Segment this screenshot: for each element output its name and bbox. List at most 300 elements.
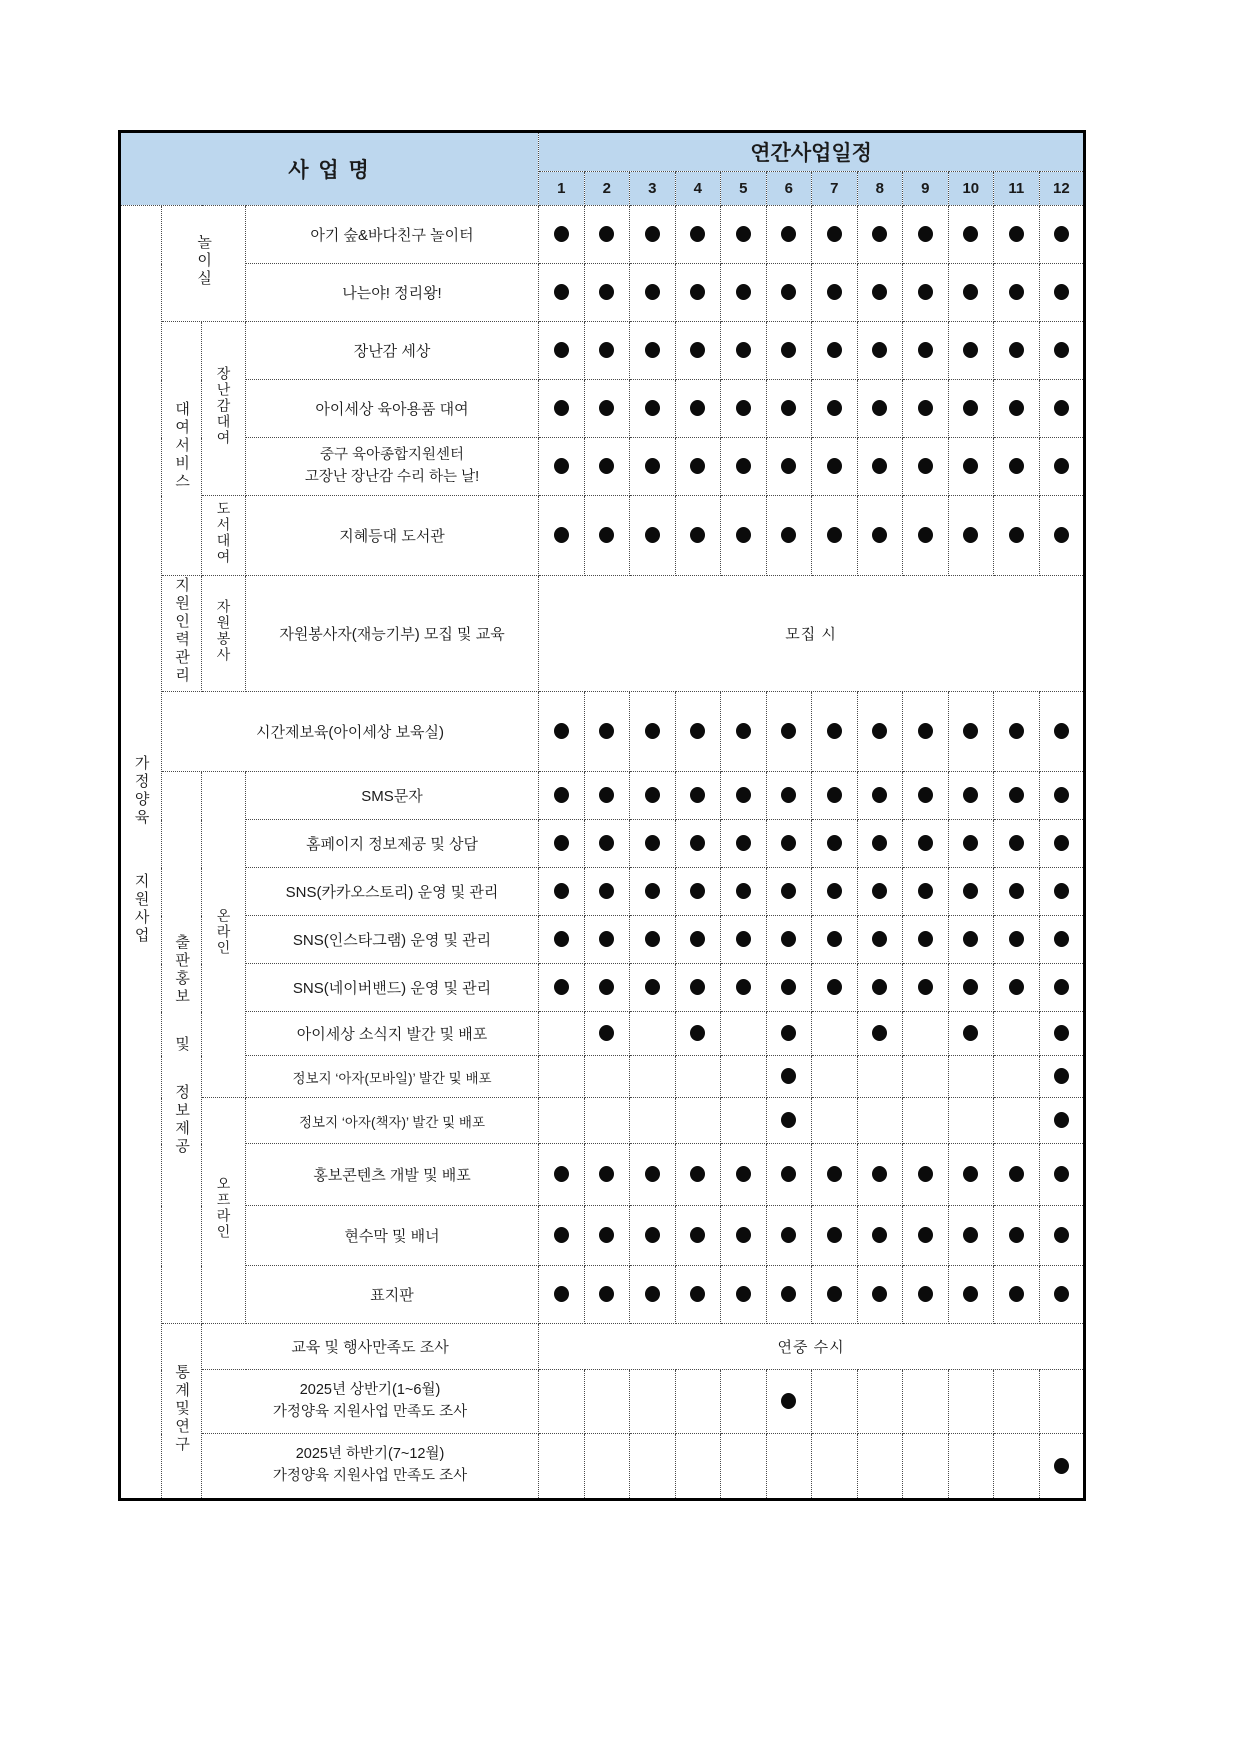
month-cell [948,1056,994,1098]
schedule-dot [1054,527,1069,543]
category-label-text: 가정양육 지원사업 [132,754,150,945]
section-label [162,322,202,576]
program-name: 홍보콘텐츠 개발 및 배포 [246,1144,539,1206]
schedule-dot [736,723,751,739]
schedule-dot [645,342,660,358]
month-cell [630,438,676,496]
month-header-7: 7 [812,172,858,206]
schedule-dot [872,1025,887,1041]
section-label [162,772,202,1324]
table-row [120,916,1085,964]
schedule-dot [963,787,978,803]
month-cell [857,964,903,1012]
month-cell [994,916,1040,964]
schedule-dot [872,226,887,242]
month-cell [766,1056,812,1098]
program-name: 나는야! 정리왕! [246,264,539,322]
month-cell [630,1098,676,1144]
month-cell [721,692,767,772]
month-cell [948,1144,994,1206]
month-cell [812,1012,858,1056]
month-cell [857,772,903,820]
month-cell [948,1098,994,1144]
month-header-5: 5 [721,172,767,206]
month-cell [721,1206,767,1266]
table-row [120,1098,1085,1144]
month-cell [630,1144,676,1206]
month-cell [766,692,812,772]
month-cell [994,380,1040,438]
month-cell [630,868,676,916]
table-row [120,1206,1085,1266]
schedule-dot [781,400,796,416]
schedule-dot [1009,226,1024,242]
month-cell [948,964,994,1012]
month-cell [994,1266,1040,1324]
schedule-dot [918,979,933,995]
schedule-dot [599,284,614,300]
schedule-dot [781,1286,796,1302]
program-name: 정보지 ‘아자(책자)’ 발간 및 배포 [246,1098,539,1144]
month-cell [584,772,630,820]
month-cell [1039,206,1085,264]
month-cell [903,772,949,820]
month-cell [675,692,721,772]
month-header-2: 2 [584,172,630,206]
table-row [120,1324,1085,1370]
subsection-label-text: 장난감대여 [215,366,232,446]
month-cell [630,1434,676,1500]
table-row [120,692,1085,772]
month-cell [675,1434,721,1500]
schedule-dot [736,979,751,995]
program-name-header: 사 업 명 [120,132,539,206]
schedule-dot [690,527,705,543]
schedule-dot [599,835,614,851]
month-cell [948,206,994,264]
month-cell [766,916,812,964]
month-cell [766,264,812,322]
month-cell [948,820,994,868]
month-cell [539,964,585,1012]
month-cell [857,1206,903,1266]
month-cell [584,264,630,322]
schedule-dot [872,1166,887,1182]
schedule-dot [872,723,887,739]
section-label-text: 놀이실 [195,234,213,288]
month-cell [812,438,858,496]
schedule-dot [645,527,660,543]
schedule-dot [781,226,796,242]
month-cell [903,496,949,576]
schedule-dot [690,787,705,803]
schedule-dot [1054,883,1069,899]
schedule-dot [827,1166,842,1182]
program-name: 자원봉사자(재능기부) 모집 및 교육 [246,576,539,692]
schedule-dot [827,1286,842,1302]
schedule-dot [781,1112,796,1128]
schedule-dot [736,835,751,851]
month-header-12: 12 [1039,172,1085,206]
section-label-text: 출판홍보 및 정보제공 [173,934,191,1156]
month-cell [1039,692,1085,772]
table-row [120,264,1085,322]
program-name: 아이세상 소식지 발간 및 배포 [246,1012,539,1056]
schedule-dot [1054,931,1069,947]
month-cell [630,1012,676,1056]
month-cell [630,264,676,322]
schedule-dot [736,787,751,803]
subsection-label [202,322,246,496]
month-cell [812,380,858,438]
month-cell [721,496,767,576]
month-cell [675,1012,721,1056]
month-cell [1039,1144,1085,1206]
schedule-dot [918,931,933,947]
month-cell [1039,1266,1085,1324]
month-cell [539,916,585,964]
schedule-dot [872,527,887,543]
schedule-dot [645,979,660,995]
month-cell [948,1206,994,1266]
schedule-dot [918,883,933,899]
schedule-dot [827,284,842,300]
schedule-dot [872,883,887,899]
month-cell [766,868,812,916]
schedule-dot [1054,1458,1069,1474]
month-cell [766,1098,812,1144]
month-cell [675,868,721,916]
month-cell [994,1144,1040,1206]
month-cell [630,964,676,1012]
program-name: SNS(인스타그램) 운영 및 관리 [246,916,539,964]
schedule-dot [827,342,842,358]
schedule-dot [645,787,660,803]
schedule-dot [1009,527,1024,543]
schedule-dot [599,787,614,803]
schedule-dot [827,979,842,995]
schedule-dot [690,458,705,474]
schedule-dot [554,1286,569,1302]
month-cell [994,206,1040,264]
month-cell [675,916,721,964]
month-cell [721,438,767,496]
month-cell [903,964,949,1012]
month-cell [675,496,721,576]
schedule-dot [599,1286,614,1302]
schedule-dot [963,226,978,242]
schedule-dot [918,787,933,803]
month-cell [584,1056,630,1098]
schedule-dot [554,458,569,474]
month-cell [857,1434,903,1500]
schedule-dot [781,931,796,947]
table-row [120,1434,1085,1500]
table-row [120,1370,1085,1434]
month-cell [903,1434,949,1500]
month-cell [994,1206,1040,1266]
month-cell [539,438,585,496]
table-row [120,1266,1085,1324]
month-cell [1039,1098,1085,1144]
month-cell [539,496,585,576]
month-cell [948,380,994,438]
schedule-dot [963,835,978,851]
month-cell [630,380,676,438]
month-cell [584,380,630,438]
month-cell [903,1266,949,1324]
schedule-dot [918,723,933,739]
month-cell [857,692,903,772]
subsection-label [202,576,246,692]
month-cell [675,772,721,820]
month-cell [766,322,812,380]
schedule-dot [781,1227,796,1243]
schedule-dot [872,931,887,947]
month-cell [584,438,630,496]
schedule-dot [554,342,569,358]
schedule-dot [645,284,660,300]
month-cell [721,1266,767,1324]
month-cell [994,964,1040,1012]
month-cell [539,692,585,772]
schedule-dot [599,723,614,739]
month-cell [1039,964,1085,1012]
schedule-dot [872,1286,887,1302]
month-cell [1039,772,1085,820]
schedule-dot [1009,1166,1024,1182]
schedule-dot [1054,1286,1069,1302]
month-cell [948,1012,994,1056]
month-cell [903,1370,949,1434]
schedule-dot [1054,400,1069,416]
schedule-dot [1054,723,1069,739]
schedule-dot [963,342,978,358]
schedule-dot [645,835,660,851]
schedule-dot [690,835,705,851]
month-cell [903,438,949,496]
program-name [202,1434,539,1500]
month-cell [539,264,585,322]
schedule-dot [645,458,660,474]
schedule-dot [872,979,887,995]
schedule-dot [872,835,887,851]
month-cell [903,206,949,264]
month-cell [766,1012,812,1056]
month-cell [675,438,721,496]
schedule-dot [1054,1227,1069,1243]
schedule-dot [599,883,614,899]
month-cell [903,1144,949,1206]
month-cell [994,1098,1040,1144]
program-name [246,438,539,496]
schedule-dot [872,1227,887,1243]
month-cell [994,496,1040,576]
month-cell [812,1206,858,1266]
month-cell [630,692,676,772]
month-cell [539,1370,585,1434]
program-name-line: 2025년 상반기(1~6월) [299,1381,441,1398]
month-cell [1039,916,1085,964]
month-cell [539,1098,585,1144]
schedule-dot [1009,883,1024,899]
schedule-dot [918,284,933,300]
schedule-dot [963,400,978,416]
month-cell [857,820,903,868]
schedule-dot [963,883,978,899]
month-cell [675,380,721,438]
month-cell [721,1370,767,1434]
month-cell [994,264,1040,322]
schedule-table-body [120,206,1085,1500]
month-cell [948,496,994,576]
schedule-dot [963,1025,978,1041]
section-label-text: 대여서비스 [173,401,191,491]
schedule-dot [963,458,978,474]
schedule-dot [1009,979,1024,995]
month-cell [721,1056,767,1098]
schedule-dot [872,400,887,416]
schedule-dot [736,1286,751,1302]
schedule-dot [781,1025,796,1041]
program-name: 교육 및 행사만족도 조사 [202,1324,539,1370]
month-cell [721,1434,767,1500]
schedule-dot [736,342,751,358]
month-cell [675,1144,721,1206]
month-cell [857,916,903,964]
program-name-line: 가정양육 지원사업 만족도 조사 [272,1468,468,1484]
schedule-dot [781,723,796,739]
month-cell [766,438,812,496]
schedule-dot [690,1166,705,1182]
month-cell [857,206,903,264]
schedule-dot [1009,1286,1024,1302]
month-cell [766,206,812,264]
month-cell [584,1012,630,1056]
schedule-dot [599,342,614,358]
month-cell [630,1266,676,1324]
table-row [120,772,1085,820]
month-cell [675,206,721,264]
month-cell [1039,264,1085,322]
month-cell [857,1370,903,1434]
schedule-dot [827,527,842,543]
program-name [202,1370,539,1434]
table-row [120,380,1085,438]
month-cell [675,1370,721,1434]
program-name: SNS(네이버밴드) 운영 및 관리 [246,964,539,1012]
month-cell [1039,1056,1085,1098]
month-cell [539,1266,585,1324]
schedule-dot [690,723,705,739]
month-cell [584,496,630,576]
month-cell [539,772,585,820]
month-cell [721,916,767,964]
schedule-dot [599,527,614,543]
schedule-dot [1054,787,1069,803]
schedule-dot [645,883,660,899]
month-cell [994,868,1040,916]
program-name-line: 가정양육 지원사업 만족도 조사 [272,1403,468,1420]
month-cell [1039,496,1085,576]
month-cell [675,264,721,322]
schedule-dot [827,723,842,739]
schedule-dot [872,458,887,474]
schedule-dot [599,458,614,474]
month-cell [903,1098,949,1144]
schedule-dot [554,226,569,242]
month-cell [721,206,767,264]
schedule-dot [645,400,660,416]
month-cell [948,322,994,380]
month-cell [812,1266,858,1324]
month-header-10: 10 [948,172,994,206]
month-cell [584,1206,630,1266]
table-row [120,496,1085,576]
schedule-dot [781,979,796,995]
program-name: SNS(카카오스토리) 운영 및 관리 [246,868,539,916]
schedule-dot [645,1227,660,1243]
table-row [120,1012,1085,1056]
month-header-1: 1 [539,172,585,206]
table-row [120,438,1085,496]
schedule-dot [963,1227,978,1243]
schedule-dot [918,458,933,474]
schedule-dot [599,931,614,947]
schedule-dot [645,226,660,242]
month-cell [994,1370,1040,1434]
month-cell [675,964,721,1012]
month-cell [721,868,767,916]
schedule-dot [827,787,842,803]
month-cell [584,1370,630,1434]
month-cell [630,322,676,380]
schedule-dot [781,1166,796,1182]
schedule-dot [690,883,705,899]
month-cell [539,380,585,438]
program-name-line: 고장난 장난감 수리 하는 날! [304,468,480,485]
month-cell [948,1370,994,1434]
month-cell [584,820,630,868]
month-cell [948,1434,994,1500]
schedule-dot [963,979,978,995]
month-cell [766,1434,812,1500]
schedule-dot [1009,723,1024,739]
month-cell [812,1144,858,1206]
schedule-dot [554,527,569,543]
schedule-dot [827,1227,842,1243]
month-cell [766,1206,812,1266]
schedule-dot [599,400,614,416]
schedule-dot [1054,1068,1069,1084]
schedule-dot [781,787,796,803]
schedule-dot [599,226,614,242]
schedule-dot [599,979,614,995]
schedule-dot [599,1166,614,1182]
month-cell [994,692,1040,772]
month-cell [766,380,812,438]
subsection-label-text: 도서대여 [215,501,232,565]
month-cell [584,692,630,772]
schedule-dot [599,1227,614,1243]
schedule-dot [1054,284,1069,300]
month-cell [721,964,767,1012]
month-cell [630,916,676,964]
month-cell [857,1098,903,1144]
month-cell [948,868,994,916]
schedule-dot [736,284,751,300]
schedule-dot [1054,1112,1069,1128]
